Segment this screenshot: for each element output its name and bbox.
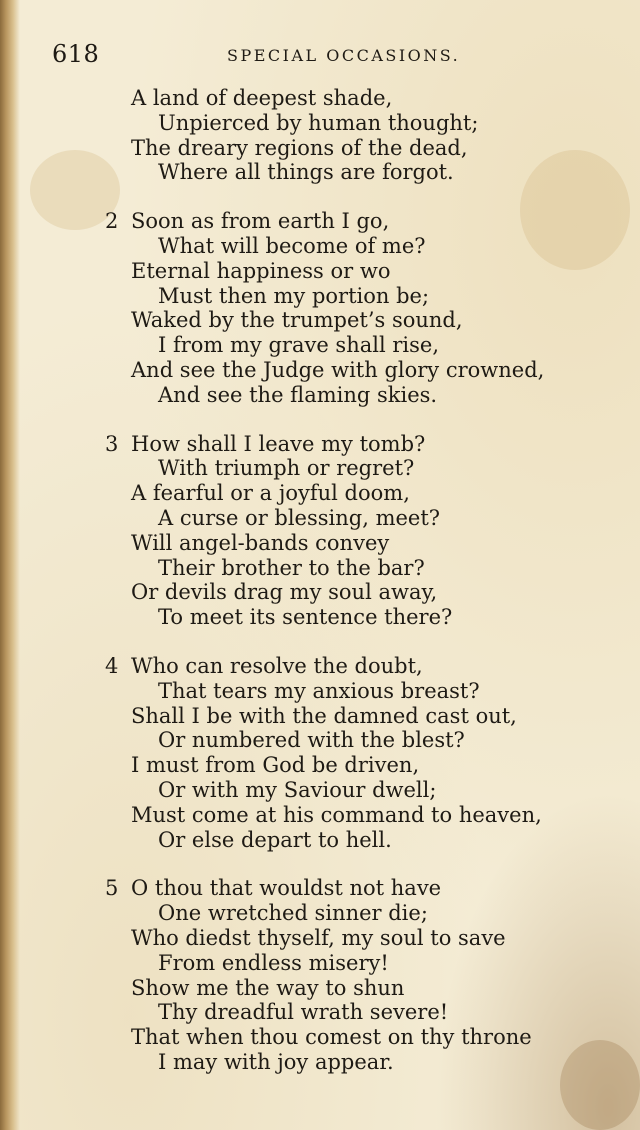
verse-line: Must then my portion be; <box>158 283 430 308</box>
verse-line: I may with joy appear. <box>158 1049 394 1074</box>
page-header <box>52 40 472 70</box>
verse-line: A curse or blessing, meet? <box>158 505 441 530</box>
verse-line: Where all things are forgot. <box>158 160 454 185</box>
verse-line: A fearful or a joyful doom, <box>131 481 410 506</box>
stanza-number: 2 <box>105 209 119 234</box>
stanza-3 <box>0 432 640 630</box>
verse-line: Must come at his command to heaven, <box>131 802 542 827</box>
stanza-1 <box>0 86 640 185</box>
verse-line: And see the flaming skies. <box>158 382 438 407</box>
verse-line: What will become of me? <box>158 233 426 258</box>
verse-line: Who diedst thyself, my soul to save <box>131 925 506 950</box>
verse-line: Eternal happiness or wo <box>131 258 391 283</box>
verse-line <box>0 432 640 457</box>
verse-line: The dreary regions of the dead, <box>131 135 468 160</box>
verse-line: Or else depart to hell. <box>158 827 392 852</box>
verse-line <box>0 654 640 679</box>
verse-line-text: How shall I leave my tomb? <box>131 431 426 456</box>
verse-line <box>0 876 640 901</box>
stanza-5 <box>0 876 640 1074</box>
verse-line: Their brother to the bar? <box>158 555 425 580</box>
hymn-text <box>0 86 640 1099</box>
verse-line: From endless misery! <box>158 950 389 975</box>
verse-line: Or numbered with the blest? <box>158 728 465 753</box>
stanza-4 <box>0 654 640 852</box>
verse-line-text: Who can resolve the doubt, <box>131 653 423 678</box>
verse-line: Show me the way to shun <box>131 975 405 1000</box>
verse-line-text: Soon as from earth I go, <box>131 209 390 234</box>
stanza-number: 3 <box>105 431 119 456</box>
verse-line <box>0 209 640 234</box>
verse-line: I from my grave shall rise, <box>158 333 439 358</box>
verse-line: With triumph or regret? <box>158 456 415 481</box>
verse-line: One wretched sinner die; <box>158 901 428 926</box>
stanza-number: 4 <box>105 653 119 678</box>
verse-line: Shall I be with the damned cast out, <box>131 703 517 728</box>
verse-line: Thy dreadful wrath severe! <box>158 1000 449 1025</box>
running-head: SPECIAL OCCASIONS. <box>227 46 461 65</box>
verse-line: And see the Judge with glory crowned, <box>131 357 545 382</box>
verse-line: I must from God be driven, <box>131 753 420 778</box>
verse-line: Waked by the trumpet’s sound, <box>131 308 463 333</box>
verse-line: That tears my anxious breast? <box>158 678 480 703</box>
stanza-number: 5 <box>105 876 119 901</box>
verse-line: Or devils drag my soul away, <box>131 580 438 605</box>
verse-line: To meet its sentence there? <box>158 605 453 630</box>
verse-line: A land of deepest shade, <box>131 86 393 110</box>
verse-line: That when thou comest on thy throne <box>131 1025 532 1050</box>
page-number: 618 <box>52 40 100 68</box>
verse-line-text: O thou that wouldst not have <box>131 876 442 901</box>
verse-line: Or with my Saviour dwell; <box>158 777 437 802</box>
verse-line: Unpierced by human thought; <box>158 110 479 135</box>
verse-line: Will angel-bands convey <box>131 530 390 555</box>
stanza-2 <box>0 209 640 407</box>
